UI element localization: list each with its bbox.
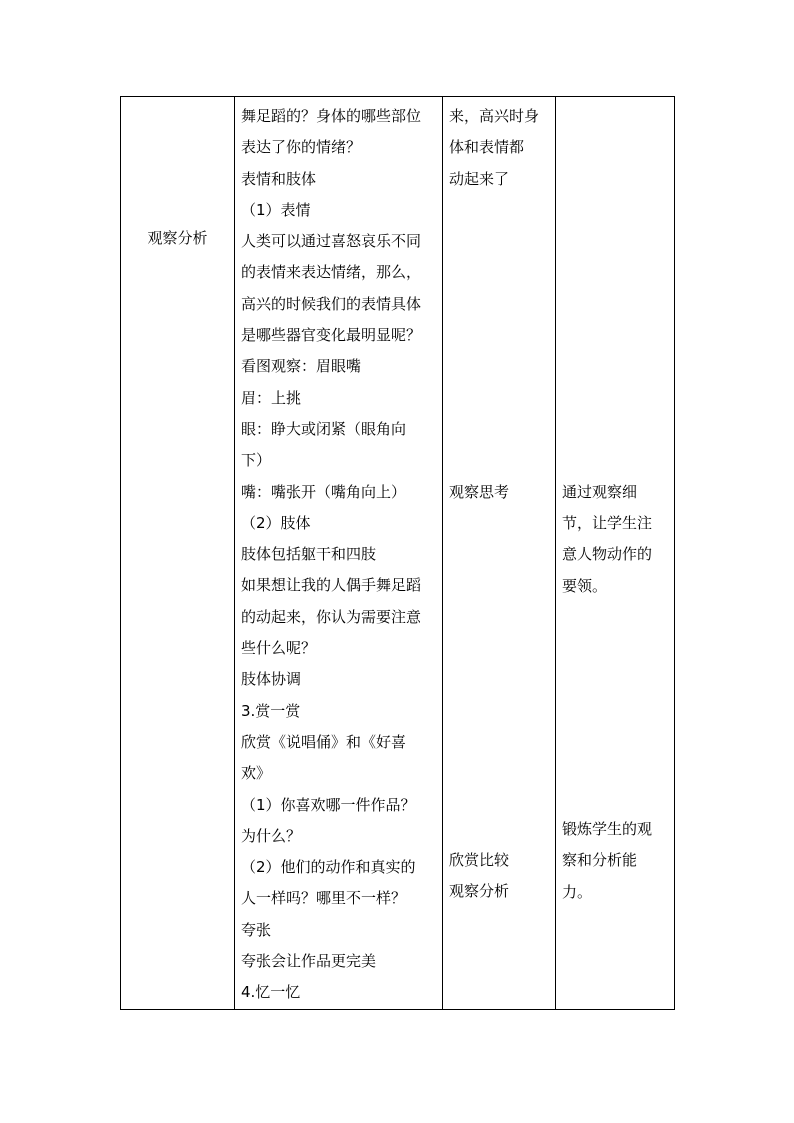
student-activity-line: 动起来了 <box>449 169 510 188</box>
lesson-plan-table <box>120 96 675 1010</box>
content-line: （1）你喜欢哪一件作品？ <box>241 795 416 814</box>
design-intent-line: 锻炼学生的观 <box>562 820 653 838</box>
content-line: （2）他们的动作和真实的 <box>241 858 416 877</box>
content-line: 夸张 <box>241 920 272 939</box>
design-intent-cell <box>556 97 675 1010</box>
content-line: 夸张会让作品更完美 <box>241 952 377 971</box>
teaching-content <box>235 97 442 1009</box>
design-intent-line: 节，让学生注 <box>562 513 653 532</box>
student-activity-line: 观察思考 <box>449 482 510 501</box>
content-line: 肢体协调 <box>241 670 302 689</box>
content-line: （1）表情 <box>241 200 311 219</box>
content-line: 高兴的时候我们的表情具体 <box>241 294 422 313</box>
student-activity-line: 观察分析 <box>449 882 510 901</box>
content-line: 些什么呢？ <box>241 639 317 658</box>
teaching-content-cell <box>235 97 443 1010</box>
design-intent-line: 通过观察细 <box>562 482 638 501</box>
content-line: 眉：上挑 <box>241 388 302 407</box>
design-intent-line: 要领。 <box>562 576 608 595</box>
student-activity-cell <box>443 97 556 1010</box>
content-line: 表情和肢体 <box>241 169 317 188</box>
content-line: 3.赏一赏 <box>241 701 301 720</box>
content-line: 是哪些器官变化最明显呢？ <box>241 326 422 345</box>
table-row <box>121 97 675 1010</box>
content-line: 舞足蹈的？身体的哪些部位 <box>241 107 422 125</box>
content-line: 欣赏《说唱俑》和《好喜 <box>241 732 407 751</box>
section-label-cell <box>121 97 235 1010</box>
content-line: 肢体包括躯干和四肢 <box>241 545 377 564</box>
content-line: 为什么？ <box>241 826 302 845</box>
student-activity-line: 欣赏比较 <box>449 851 510 869</box>
content-line: 下） <box>241 451 272 470</box>
content-line: 欢》 <box>241 764 272 783</box>
content-line: 人类可以通过喜怒哀乐不同 <box>241 232 422 251</box>
content-line: 的表情来表达情绪，那么， <box>241 263 422 282</box>
content-line: 看图观察：眉眼嘴 <box>241 357 362 376</box>
content-line: 表达了你的情绪？ <box>241 138 362 157</box>
content-line: 4.忆一忆 <box>241 983 301 1002</box>
design-intent-line: 力。 <box>562 882 593 901</box>
content-line: 如果想让我的人偶手舞足蹈 <box>241 576 422 595</box>
student-activity-line: 来，高兴时身 <box>449 107 540 125</box>
content-line: （2）肢体 <box>241 513 311 532</box>
content-line: 眼：睁大或闭紧（眼角向 <box>241 419 407 438</box>
design-intent-line: 意人物动作的 <box>562 545 653 564</box>
section-label: 观察分析 <box>147 229 208 247</box>
design-intent-line: 察和分析能 <box>562 851 638 870</box>
content-line: 嘴：嘴张开（嘴角向上） <box>241 482 407 501</box>
content-line: 人一样吗？哪里不一样？ <box>241 889 407 908</box>
content-line: 的动起来，你认为需要注意 <box>241 607 422 626</box>
student-activity-line: 体和表情都 <box>449 138 525 157</box>
